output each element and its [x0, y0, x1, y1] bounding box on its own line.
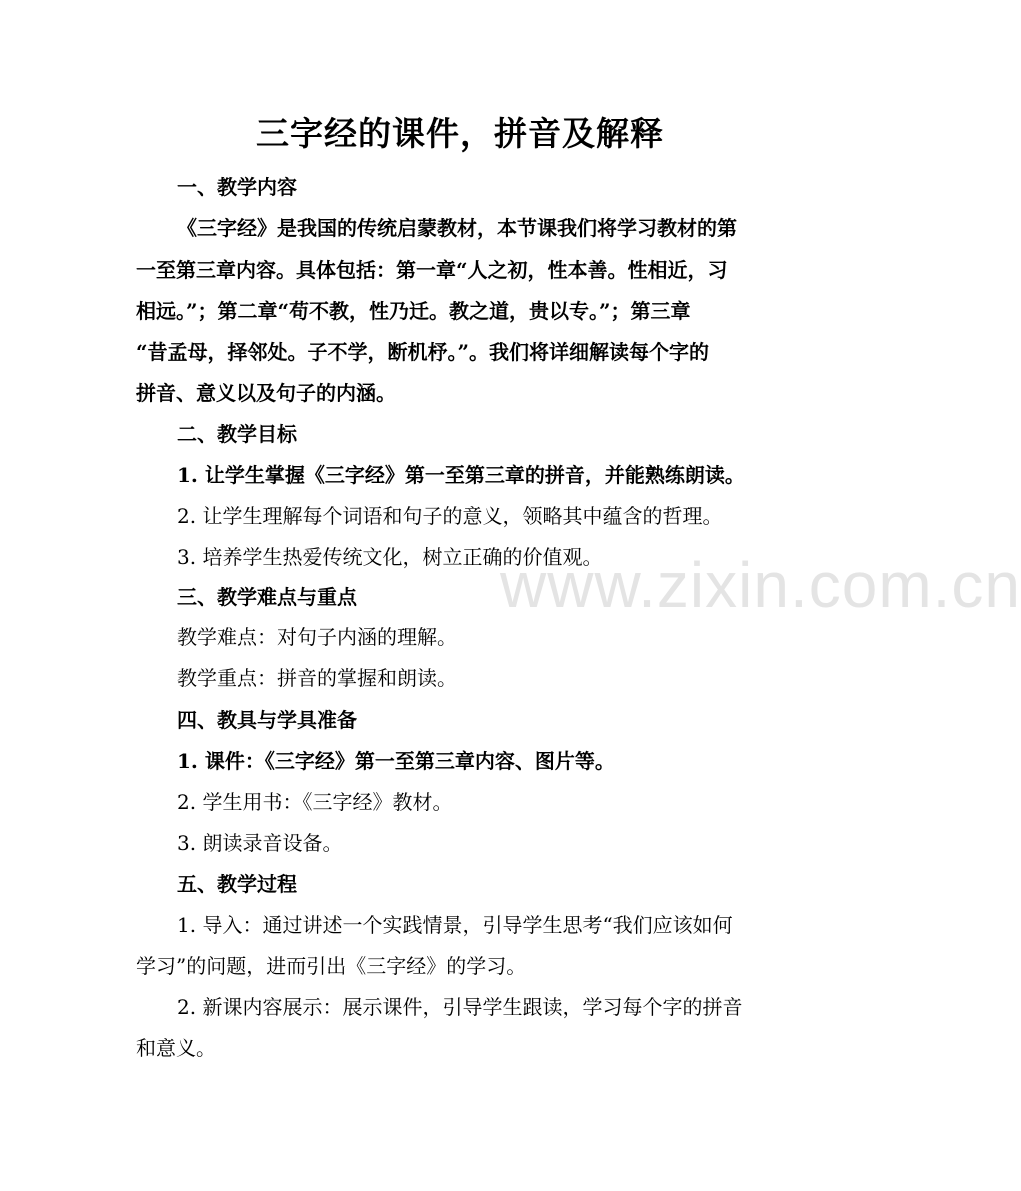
document-title: 三字经的课件，拼音及解释 — [256, 114, 664, 153]
section-heading-difficulty: 三、教学难点与重点 — [177, 585, 357, 609]
section-heading-process: 五、教学过程 — [177, 872, 297, 896]
watermark: www.zixin.com.cn — [500, 549, 1021, 621]
section-heading-goals: 二、教学目标 — [177, 422, 297, 446]
goal-item: 3. 培养学生热爱传统文化，树立正确的价值观。 — [177, 545, 603, 569]
process-item-continuation: 和意义。 — [136, 1036, 216, 1060]
section-heading-materials: 四、教具与学具准备 — [177, 708, 357, 732]
process-item: 1. 导入：通过讲述一个实践情景，引导学生思考“我们应该如何 — [177, 913, 733, 937]
focus-line: 教学重点：拼音的掌握和朗读。 — [177, 666, 457, 690]
section-heading-content: 一、教学内容 — [177, 175, 297, 199]
paragraph-line: 相远。”；第二章“苟不教，性乃迁。教之道，贵以专。”；第三章 — [136, 299, 691, 323]
paragraph-line: 一至第三章内容。具体包括：第一章“人之初，性本善。性相近，习 — [136, 258, 728, 282]
process-item-continuation: 学习”的问题，进而引出《三字经》的学习。 — [136, 954, 527, 978]
paragraph-line: “昔孟母，择邻处。子不学，断机杼。”。我们将详细解读每个字的 — [136, 340, 710, 364]
materials-item: 2. 学生用书：《三字经》教材。 — [177, 790, 453, 814]
materials-item: 3. 朗读录音设备。 — [177, 831, 343, 855]
paragraph-line: 拼音、意义以及句子的内涵。 — [136, 381, 396, 405]
goal-item: 1. 让学生掌握《三字经》第一至第三章的拼音，并能熟练朗读。 — [177, 463, 745, 487]
paragraph-line: 《三字经》是我国的传统启蒙教材，本节课我们将学习教材的第 — [177, 216, 737, 240]
process-item: 2. 新课内容展示：展示课件，引导学生跟读，学习每个字的拼音 — [177, 995, 743, 1019]
difficulty-line: 教学难点：对句子内涵的理解。 — [177, 625, 457, 649]
goal-item: 2. 让学生理解每个词语和句子的意义，领略其中蕴含的哲理。 — [177, 504, 723, 528]
materials-item: 1. 课件：《三字经》第一至第三章内容、图片等。 — [177, 749, 615, 773]
